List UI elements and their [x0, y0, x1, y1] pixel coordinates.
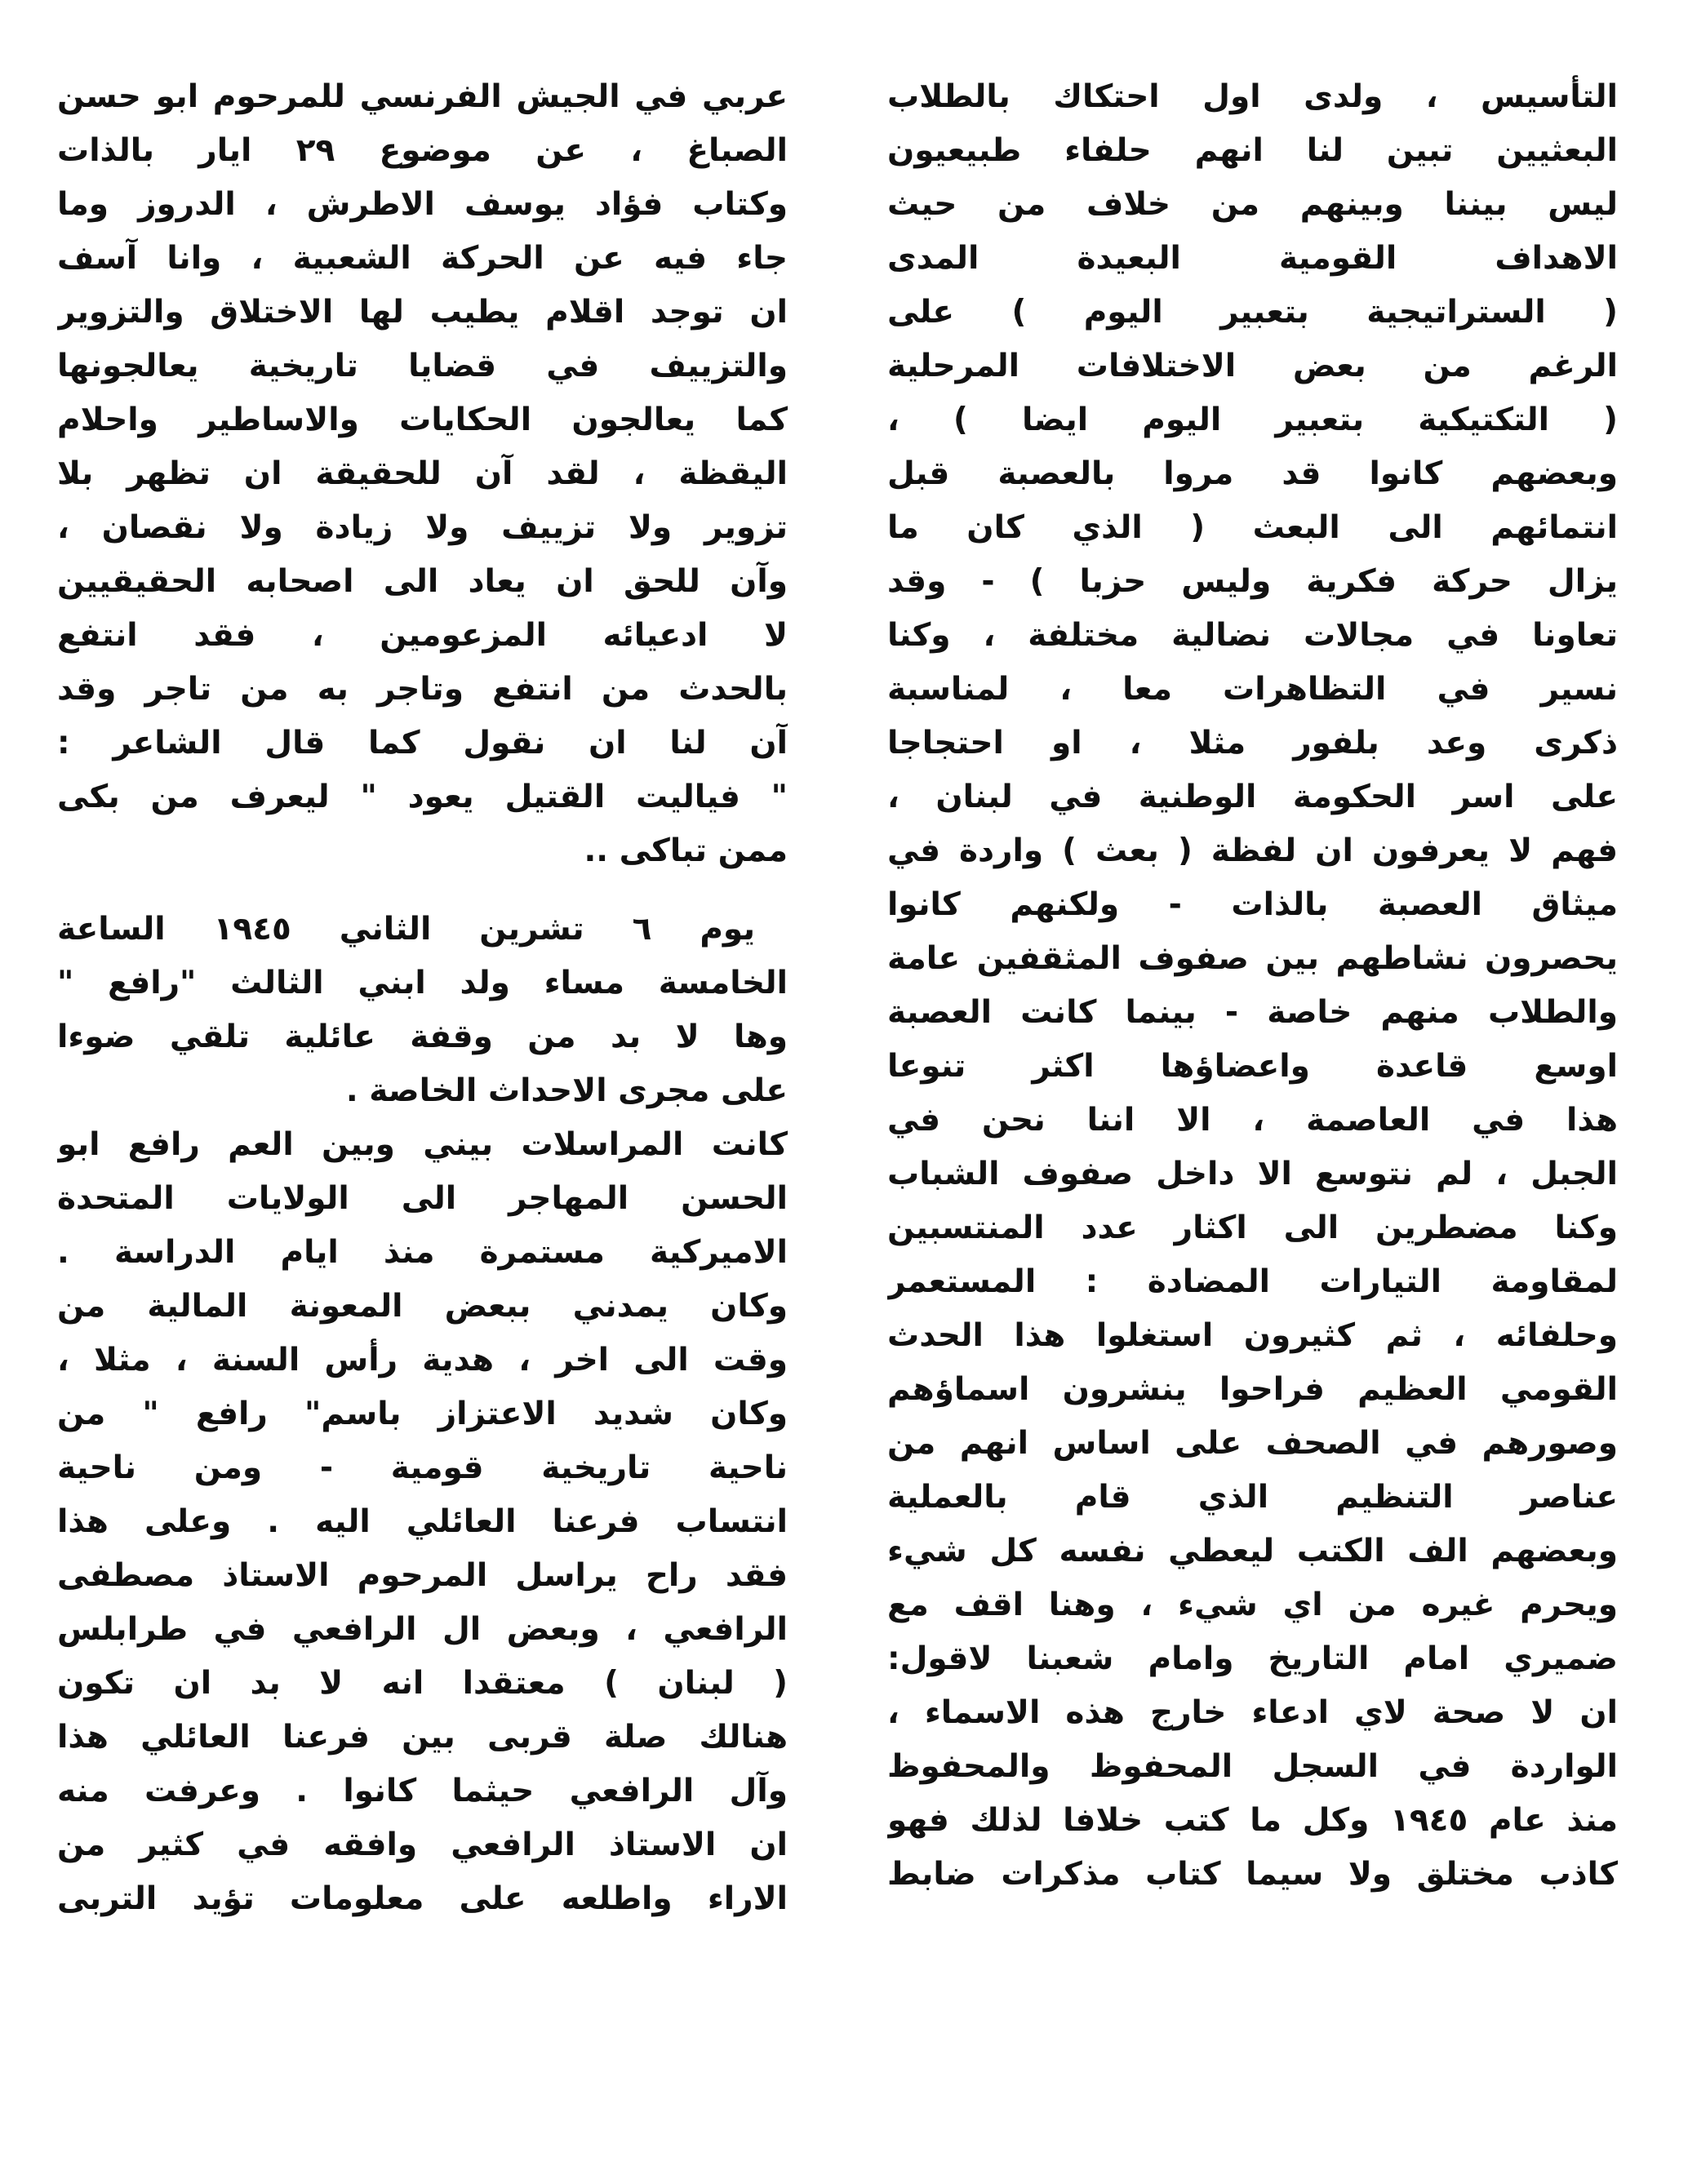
text-line: ( التكتيكية بتعبير اليوم ايضا ) ،: [887, 402, 1618, 438]
text-line: ميثاق العصبة بالذات - ولكنهم كانوا: [887, 886, 1618, 923]
text-line: كانت المراسلات بيني وبين العم رافع ابو: [57, 1126, 788, 1163]
text-line: وحلفائه ، ثم كثيرون استغلوا هذا الحدث: [887, 1317, 1618, 1354]
text-line: الواردة في السجل المحفوظ والمحفوظ: [887, 1748, 1618, 1785]
left-column: [57, 70, 788, 1926]
text-line: كاذب مختلق ولا سيما كتاب مذكرات ضابط: [887, 1856, 1618, 1893]
text-line: جاء فيه عن الحركة الشعبية ، وانا آسف: [57, 240, 788, 277]
text-line: والطلاب منهم خاصة - بينما كانت العصبة: [887, 994, 1618, 1031]
right-column: [887, 70, 1618, 1902]
text-line: وآل الرافعي حيثما كانوا . وعرفت منه: [57, 1773, 788, 1809]
text-line: ليس بيننا وبينهم من خلاف من حيث: [887, 186, 1618, 223]
text-line: نسير في التظاهرات معا ، لمناسبة: [887, 671, 1618, 708]
text-line: ان الاستاذ الرافعي وافقه في كثير من: [57, 1827, 788, 1863]
text-line: ناحية تاريخية قومية - ومن ناحية: [57, 1449, 788, 1486]
text-line: يزال حركة فكرية وليس حزبا ) - وقد: [887, 563, 1618, 600]
text-line: القومي العظيم فراحوا ينشرون اسماؤهم: [887, 1371, 1618, 1408]
text-line: اليقظة ، لقد آن للحقيقة ان تظهر بلا: [57, 455, 788, 492]
text-line: الاهداف القومية البعيدة المدى: [887, 240, 1618, 277]
text-line: هنالك صلة قربى بين فرعنا العائلي هذا: [57, 1719, 788, 1756]
text-line: ( لبنان ) معتقدا انه لا بد ان تكون: [57, 1665, 788, 1702]
text-line: وكان يمدني ببعض المعونة المالية من: [57, 1288, 788, 1325]
text-line: البعثيين تبين لنا انهم حلفاء طبيعيون: [887, 132, 1618, 169]
text-line: ان توجد اقلام يطيب لها الاختلاق والتزوير: [57, 294, 788, 331]
text-line: منذ عام ١٩٤٥ وكل ما كتب خلافا لذلك فهو: [887, 1802, 1618, 1839]
text-line: الحسن المهاجر الى الولايات المتحدة: [57, 1180, 788, 1217]
text-line: بالحدث من انتفع وتاجر به من تاجر وقد: [57, 671, 788, 708]
text-line: يوم ٦ تشرين الثاني ١٩٤٥ الساعة: [57, 911, 755, 948]
text-line: يحصرون نشاطهم بين صفوف المثقفين عامة: [887, 940, 1618, 977]
text-line: وقت الى اخر ، هدية رأس السنة ، مثلا ،: [57, 1342, 788, 1378]
text-line: وصورهم في الصحف على اساس انهم من: [887, 1425, 1618, 1462]
text-line: الجبل ، لم نتوسع الا داخل صفوف الشباب: [887, 1156, 1618, 1192]
text-line: انتمائهم الى البعث ( الذي كان ما: [887, 509, 1618, 546]
text-line: والتزييف في قضايا تاريخية يعالجونها: [57, 348, 788, 384]
text-line: فهم لا يعرفون ان لفظة ( بعث ) واردة في: [887, 832, 1618, 869]
text-line: وها لا بد من وقفة عائلية تلقي ضوءا: [57, 1019, 788, 1055]
text-line: وكتاب فؤاد يوسف الاطرش ، الدروز وما: [57, 186, 788, 223]
text-line: هذا في العاصمة ، الا اننا نحن في: [887, 1102, 1618, 1139]
text-line: عربي في الجيش الفرنسي للمرحوم ابو حسن: [57, 78, 788, 115]
text-line: وكان شديد الاعتزاز باسم" رافع " من: [57, 1396, 788, 1432]
text-line: اوسع قاعدة واعضاؤها اكثر تنوعا: [887, 1048, 1618, 1085]
text-line: ويحرم غيره من اي شيء ، وهنا اقف مع: [887, 1587, 1618, 1623]
text-line: وبعضهم الف الكتب ليعطي نفسه كل شيء: [887, 1533, 1618, 1569]
text-line: لمقاومة التيارات المضادة : المستعمر: [887, 1263, 1618, 1300]
text-line: الصباغ ، عن موضوع ٢٩ ايار بالذات: [57, 132, 788, 169]
text-line: ان لا صحة لاي ادعاء خارج هذه الاسماء ،: [887, 1694, 1618, 1731]
text-line: وبعضهم كانوا قد مروا بالعصبة قبل: [887, 455, 1618, 492]
text-line: تعاونا في مجالات نضالية مختلفة ، وكنا: [887, 617, 1618, 654]
text-line: ( الستراتيجية بتعبير اليوم ) على: [887, 294, 1618, 331]
text-line: ممن تباكى ..: [584, 832, 788, 869]
text-line: " فياليت القتيل يعود " ليعرف من بكى: [57, 779, 788, 815]
text-line: فقد راح يراسل المرحوم الاستاذ مصطفى: [57, 1557, 788, 1594]
text-line: الاراء واطلعه على معلومات تؤيد التربى: [57, 1880, 788, 1917]
text-line: ذكرى وعد بلفور مثلا ، او احتجاجا: [887, 725, 1618, 761]
text-line: لا ادعيائه المزعومين ، فقد انتفع: [57, 617, 788, 654]
text-line: كما يعالجون الحكايات والاساطير واحلام: [57, 402, 788, 438]
text-line: الرافعي ، وبعض ال الرافعي في طرابلس: [57, 1611, 788, 1648]
paragraph-gap: [57, 878, 788, 903]
text-line: على اسر الحكومة الوطنية في لبنان ،: [887, 779, 1618, 815]
text-line: وآن للحق ان يعاد الى اصحابه الحقيقيين: [57, 563, 788, 600]
text-line: انتساب فرعنا العائلي اليه . وعلى هذا: [57, 1503, 788, 1540]
text-line: تزوير ولا تزييف ولا زيادة ولا نقصان ،: [57, 509, 788, 546]
text-line: على مجرى الاحداث الخاصة .: [345, 1072, 788, 1109]
text-line: ضميري امام التاريخ وامام شعبنا لاقول:: [887, 1640, 1618, 1677]
text-line: آن لنا ان نقول كما قال الشاعر :: [57, 725, 788, 761]
text-line: الاميركية مستمرة منذ ايام الدراسة .: [57, 1234, 788, 1271]
text-line: التأسيس ، ولدى اول احتكاك بالطلاب: [887, 78, 1618, 115]
text-line: الرغم من بعض الاختلافات المرحلية: [887, 348, 1618, 384]
text-line: عناصر التنظيم الذي قام بالعملية: [887, 1479, 1618, 1516]
text-line: وكنا مضطرين الى اكثار عدد المنتسبين: [887, 1210, 1618, 1246]
text-line: الخامسة مساء ولد ابني الثالث "رافع ": [57, 965, 788, 1001]
